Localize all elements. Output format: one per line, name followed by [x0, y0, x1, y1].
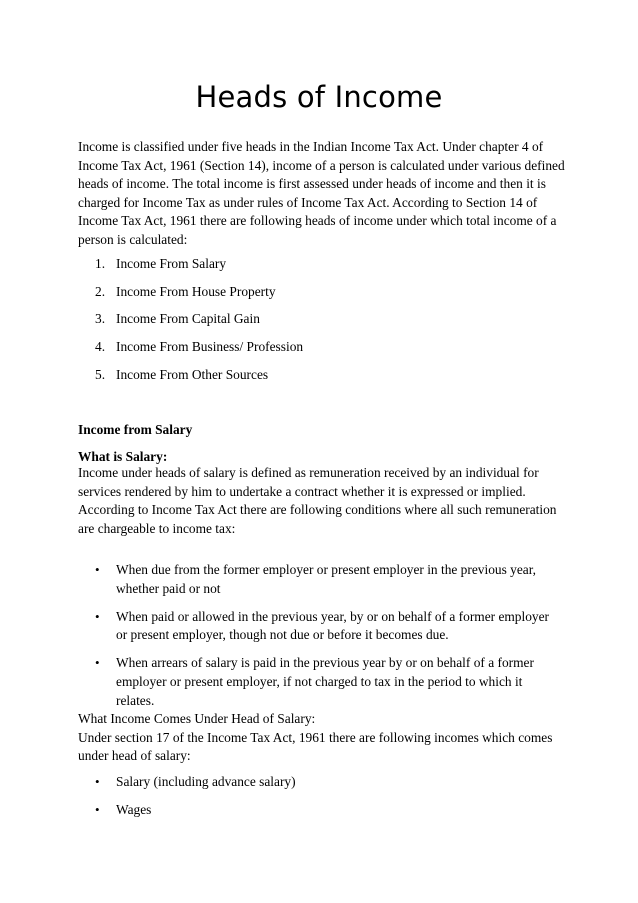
list-item-text: Income From Business/ Profession — [116, 339, 304, 355]
page-title: Heads of Income — [195, 80, 443, 114]
list-item-number: 3. — [95, 311, 106, 327]
intro-paragraph: Income is classified under five heads in the Indian Income Tax Act. Under chapter 4 of Income Tax Act, 1961 (Section 14), income of a person is calculated under various defined heads of income. The total income is first assessed under heads of income and then it is charged for Income Tax as under rules of Income Tax Act. According to Section 14 of Income Tax Act, 1961 there are following heads of income under which total income of a person is calculated: — [78, 139, 565, 247]
list-item-text: When due from the former employer or present employer in the previous year, whether paid or not — [116, 562, 536, 596]
bullet-icon: • — [95, 562, 100, 577]
list-item-text: Income From Capital Gain — [116, 311, 260, 327]
list-item-number: 1. — [95, 256, 106, 271]
list-item-text: When paid or allowed in the previous year, by or on behalf of a former employer or present employer, though not due or before it becomes due. — [116, 608, 550, 643]
what-is-salary-paragraph: Income under heads of salary is defined as remuneration received by an individual for services rendered by him to undertake a contract whether it is expressed or implied. According to Income Tax Act there are following conditions where all such remuneration are chargeable to income tax: — [78, 465, 557, 536]
list-item — [95, 366, 303, 394]
list-item — [95, 561, 555, 598]
comes-under-heading: What Income Comes Under Head of Salary: — [78, 711, 316, 726]
list-item — [95, 255, 303, 283]
bullet-icon: • — [95, 608, 100, 624]
list-item — [95, 283, 303, 311]
section-heading-income-from-salary: Income from Salary — [78, 422, 193, 437]
list-item-number: 2. — [95, 283, 106, 299]
list-item-number: 4. — [95, 339, 106, 355]
list-item — [95, 654, 555, 710]
bullet-icon: • — [95, 801, 100, 817]
list-item-number: 5. — [95, 366, 106, 382]
list-item-text: Wages — [116, 801, 152, 817]
list-item-text: Income From Salary — [116, 256, 227, 271]
list-item — [95, 608, 555, 645]
list-item-text: Salary (including advance salary) — [116, 774, 296, 789]
comes-under-salary-paragraph — [78, 710, 568, 766]
bullet-icon: • — [95, 774, 100, 789]
salary-conditions-list — [95, 561, 555, 720]
subheading-what-is-salary: What is Salary: — [78, 449, 168, 464]
list-item — [95, 773, 555, 792]
list-item-text: When arrears of salary is paid in the previous year by or on behalf of a former employer or present employer, if not charged to tax in the period to which it relates. — [116, 655, 534, 708]
list-item — [95, 310, 303, 338]
list-item — [95, 801, 555, 820]
list-item-text: Income From House Property — [116, 283, 276, 299]
list-item — [95, 338, 303, 366]
bullet-icon: • — [95, 655, 100, 671]
list-item-text: Income From Other Sources — [116, 366, 269, 382]
comes-under-text: Under section 17 of the Income Tax Act, 1961 there are following incomes which comes under head of salary: — [78, 729, 553, 764]
salary-incomes-list — [95, 773, 555, 828]
heads-of-income-list — [95, 255, 303, 393]
